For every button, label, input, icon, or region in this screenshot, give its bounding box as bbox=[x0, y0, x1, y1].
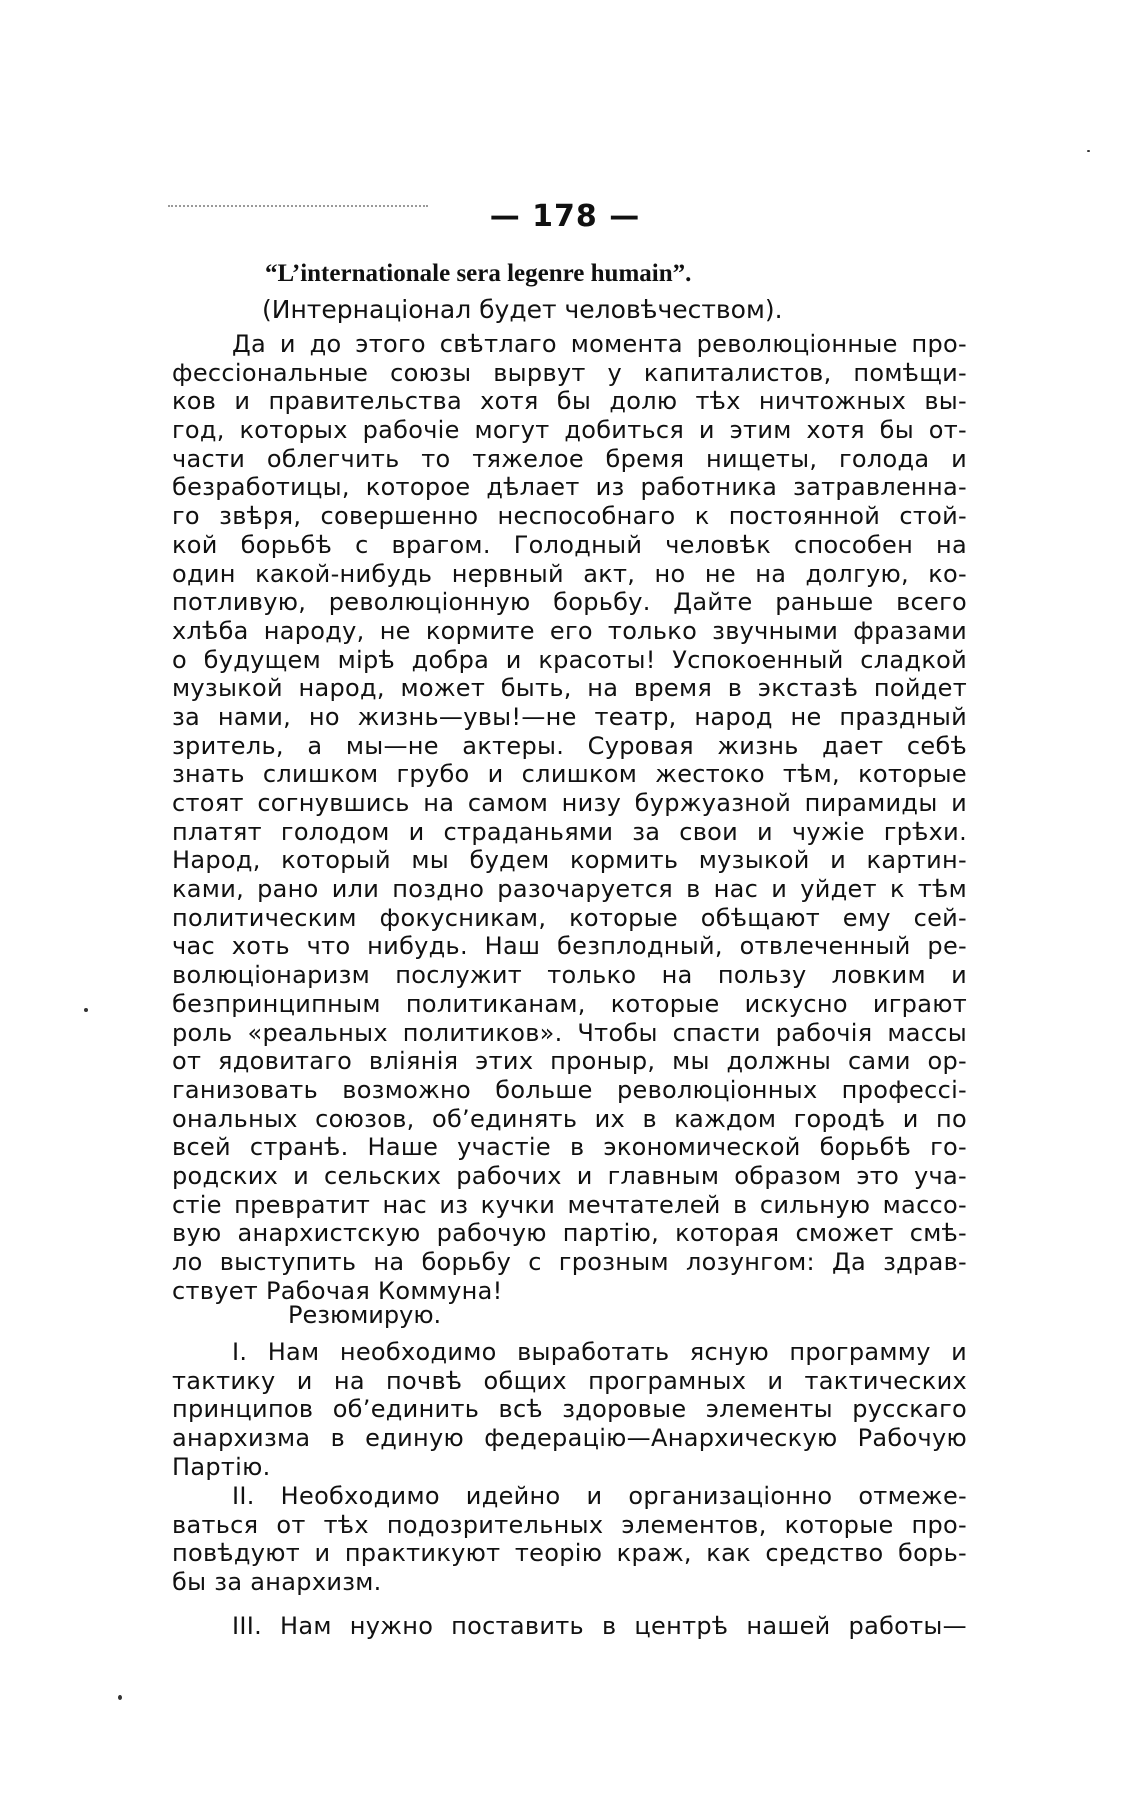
point-2 bbox=[172, 1482, 967, 1597]
paragraph-line: Народ, который мы будем кормить музыкой и картин- bbox=[172, 846, 967, 875]
main-paragraph bbox=[172, 330, 967, 1305]
paragraph-line: го звѣря, совершенно неспособнаго к постоянной стой- bbox=[172, 502, 967, 531]
paragraph-line: фессіональные союзы вырвут у капиталистов, помѣщи- bbox=[172, 358, 967, 387]
paragraph-line: всей странѣ. Наше участіе в экономической борьбѣ го- bbox=[172, 1133, 967, 1162]
paragraph-line: один какой-нибудь нервный акт, но не на долгую, ко- bbox=[172, 559, 967, 588]
page-number: — 178 — bbox=[489, 199, 641, 234]
paragraph-line: ональных союзов, об’единять их в каждом городѣ и по bbox=[172, 1104, 967, 1133]
paragraph-line: части облегчить то тяжелое бремя нищеты, голода и bbox=[172, 444, 967, 473]
paragraph-line: ствует Рабочая Коммуна! bbox=[172, 1276, 503, 1305]
paragraph-line: год, которых рабочіе могут добиться и этим хотя бы от- bbox=[172, 416, 967, 445]
paragraph-line: зритель, а мы—не актеры. Суровая жизнь дает себѣ bbox=[172, 731, 967, 760]
point-1-line: I. Нам необходимо выработать ясную программу и bbox=[232, 1338, 967, 1366]
point-1-line: Партію. bbox=[172, 1452, 271, 1481]
paragraph-line: музыкой народ, может быть, на время в экстазѣ пойдет bbox=[172, 674, 967, 703]
point-2-line: бы за анархизм. bbox=[172, 1568, 382, 1597]
paragraph-line: платят голодом и страданьями за свои и чужіе грѣхи. bbox=[172, 817, 967, 846]
paragraph-line: стіе превратит нас из кучки мечтателей в сильную массо- bbox=[172, 1190, 967, 1219]
paragraph-line: ло выступить на борьбу с грозным лозунгом: Да здрав- bbox=[172, 1248, 967, 1276]
point-3 bbox=[172, 1612, 967, 1641]
paragraph-line: хлѣба народу, не кормите его только звучными фразами bbox=[172, 616, 967, 645]
paragraph-line: вую анархистскую рабочую партію, которая сможет смѣ- bbox=[172, 1219, 967, 1248]
point-1-line: анархизма в единую федерацію—Анархическую Рабочую bbox=[172, 1424, 967, 1453]
point-1-line: тактику и на почвѣ общих програмных и тактических bbox=[172, 1366, 967, 1395]
resume-heading: Резюмирую. bbox=[288, 1301, 442, 1329]
scan-speck bbox=[1087, 150, 1090, 152]
paragraph-line: за нами, но жизнь—увы!—не театр, народ не праздный bbox=[172, 702, 967, 731]
paragraph-line: час хоть что нибудь. Наш безплодный, отвлеченный ре- bbox=[172, 932, 967, 961]
header-rule-dots bbox=[168, 205, 428, 210]
paragraph-line: роль «реальных политиков». Чтобы спасти рабочія массы bbox=[172, 1018, 967, 1047]
scan-speck bbox=[118, 1695, 122, 1700]
paragraph-line: ганизовать возможно больше революціонных професcі- bbox=[172, 1075, 967, 1104]
paragraph-line: Да и до этого свѣтлаго момента революціонные про- bbox=[232, 330, 967, 358]
paragraph-line: знать слишком грубо и слишком жестоко тѣм, которые bbox=[172, 760, 967, 789]
point-3-line: III. Нам нужно поставить в центрѣ нашей работы— bbox=[232, 1612, 967, 1640]
paragraph-line: безпринципным политиканам, которые искусно играют bbox=[172, 989, 967, 1018]
paragraph-line: кой борьбѣ с врагом. Голодный человѣк способен на bbox=[172, 530, 967, 559]
point-2-line: II. Необходимо идейно и организаціонно отмеже- bbox=[232, 1482, 967, 1510]
paragraph-line: стоят согнувшись на самом низу буржуазной пирамиды и bbox=[172, 789, 967, 817]
paragraph-line: волюціонаризм послужит только на пользу ловким и bbox=[172, 961, 967, 990]
epigraph-translation: (Интернаціонал будет человѣчеством). bbox=[262, 295, 783, 324]
paragraph-line: родских и сельских рабочих и главным образом это уча- bbox=[172, 1161, 967, 1190]
epigraph-french: “L’internationale sera legenre humain”. bbox=[265, 260, 692, 287]
paragraph-line: от ядовитаго вліянія этих проныр, мы должны сами ор- bbox=[172, 1047, 967, 1076]
paragraph-line: потливую, революціонную борьбу. Дайте раньше всего bbox=[172, 588, 967, 617]
paragraph-line: ков и правительства хотя бы долю тѣх ничтожных вы- bbox=[172, 387, 967, 416]
paragraph-line: политическим фокусникам, которые обѣщают ему сей- bbox=[172, 903, 967, 932]
point-1 bbox=[172, 1338, 967, 1481]
scan-speck bbox=[84, 1008, 88, 1012]
paragraph-line: ками, рано или поздно разочаруется в нас и уйдет к тѣм bbox=[172, 875, 967, 904]
point-1-line: принципов об’единить всѣ здоровые элементы русскаго bbox=[172, 1395, 967, 1424]
paragraph-line: о будущем мірѣ добра и красоты! Успокоенный сладкой bbox=[172, 645, 967, 674]
point-2-line: повѣдуют и практикуют теорію краж, как средство борь- bbox=[172, 1539, 967, 1568]
point-2-line: ваться от тѣх подозрительных элементов, которые про- bbox=[172, 1510, 967, 1539]
paragraph-line: безработицы, которое дѣлает из работника затравленна- bbox=[172, 473, 967, 502]
